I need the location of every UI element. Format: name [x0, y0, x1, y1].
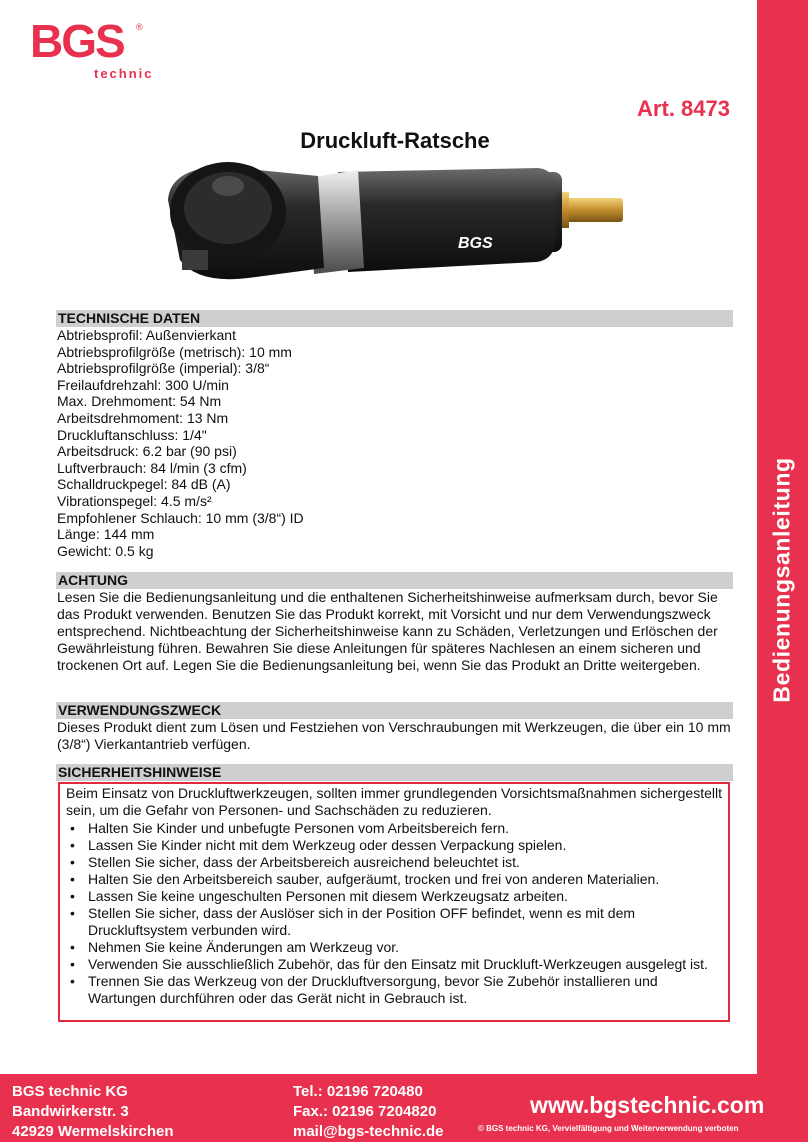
bullet-glyph: • [70, 905, 75, 921]
footer-tel: Tel.: 02196 720480 [293, 1083, 423, 1100]
spec-line: Empfohlener Schlauch: 10 mm (3/8“) ID [57, 509, 304, 526]
bullet-glyph: • [70, 888, 75, 904]
list-item-text: Halten Sie Kinder und unbefugte Personen vom Arbeitsbereich fern. [88, 820, 510, 836]
tech-specs [57, 327, 304, 559]
list-item-text: Stellen Sie sicher, dass der Auslöser sich in der Position OFF befindet, wenn es mit dem Druckluftsystem verbunden wird. [88, 905, 636, 938]
footer-copyright: © BGS technic KG, Vervielfältigung und Weiterverwendung verboten [478, 1124, 739, 1133]
bullet-glyph: • [70, 973, 75, 989]
list-item [66, 939, 726, 956]
bullet-glyph: • [70, 939, 75, 955]
list-item [66, 871, 726, 888]
list-item-text: Halten Sie den Arbeitsbereich sauber, aufgeräumt, trocken und frei von anderen Materialien. [88, 871, 660, 887]
logo-registered: ® [136, 22, 143, 32]
list-item-text: Lassen Sie Kinder nicht mit dem Werkzeug oder dessen Verpackung spielen. [88, 837, 567, 853]
bullet-glyph: • [70, 837, 75, 853]
list-item-text: Lassen Sie keine ungeschulten Personen mit diesem Werkzeugsatz arbeiten. [88, 888, 568, 904]
footer-website-link[interactable]: www.bgstechnic.com [530, 1092, 765, 1118]
footer-city: 42929 Wermelskirchen [12, 1123, 174, 1140]
bullet-glyph: • [70, 871, 75, 887]
list-item [66, 820, 726, 837]
footer [0, 1074, 808, 1142]
spec-line: Luftverbrauch: 84 l/min (3 cfm) [57, 459, 247, 476]
list-item [66, 837, 726, 854]
spec-line: Freilaufdrehzahl: 300 U/min [57, 376, 229, 393]
sidebar-title: Bedienungsanleitung [768, 457, 795, 703]
spec-line: Schalldruckpegel: 84 dB (A) [57, 476, 231, 493]
spec-line: Arbeitsdrehmoment: 13 Nm [57, 409, 229, 426]
sicherheit-heading: SICHERHEITSHINWEISE [56, 764, 733, 781]
product-logo: BGS [458, 235, 493, 252]
footer-street: Bandwirkerstr. 3 [12, 1103, 129, 1120]
footer-contact [293, 1082, 444, 1142]
list-item-text: Stellen Sie sicher, dass der Arbeitsbereich ausreichend beleuchtet ist. [88, 854, 520, 870]
logo-subtitle: technic [94, 66, 154, 81]
achtung-heading: ACHTUNG [56, 572, 733, 589]
spec-line: Gewicht: 0.5 kg [57, 542, 154, 559]
bullet-glyph: • [70, 854, 75, 870]
list-item-text: Trennen Sie das Werkzeug von der Druckluftversorgung, bevor Sie Zubehör installieren und Wartungen durchführen oder das Gerät nicht in Gebrauch ist. [88, 973, 658, 1006]
product-image [158, 150, 628, 300]
list-item [66, 973, 726, 1007]
list-item-text: Verwenden Sie ausschließlich Zubehör, das für den Einsatz mit Druckluft-Werkzeugen ausgelegt ist. [88, 956, 708, 972]
bullet-glyph: • [70, 820, 75, 836]
spec-line: Max. Drehmoment: 54 Nm [57, 393, 222, 410]
list-item [66, 854, 726, 871]
spec-line: Druckluftanschluss: 1/4" [57, 426, 207, 443]
list-item [66, 956, 726, 973]
spec-line: Arbeitsdruck: 6.2 bar (90 psi) [57, 443, 237, 460]
safety-intro: Beim Einsatz von Druckluftwerkzeugen, sollten immer grundlegenden Vorsichtsmaßnahmen sichergestellt sein, um die Gefahr von Personen- und Sachschäden zu reduzieren. [66, 785, 722, 818]
spec-line: Abtriebsprofil: Außenvierkant [57, 327, 236, 343]
logo-wordmark: BGS [30, 15, 124, 67]
footer-company: BGS technic KG [12, 1083, 128, 1100]
list-item [66, 888, 726, 905]
footer-fax: Fax.: 02196 7204820 [293, 1103, 437, 1120]
achtung-text: Lesen Sie die Bedienungsanleitung und die enthaltenen Sicherheitshinweise aufmerksam durch, bevor Sie das Produkt verwenden. Benutzen Sie das Produkt korrekt, mit Vorsicht und nur dem Verwendungszweck entsprechend. Nichtbeachtung der Sicherheitshinweise kann zu Schäden, Verletzungen und Erlöschen der Gewährleistung führen. Bewahren Sie diese Anleitungen für späteres Nachlesen an einem sicheren und trockenen Ort auf. Legen Sie die Bedienungsanleitung bei, wenn Sie das Produkt an Dritte weitergeben. [57, 589, 718, 673]
footer-mail-link[interactable]: mail@bgs-technic.de [293, 1123, 444, 1140]
tech-heading: TECHNISCHE DATEN [56, 310, 733, 327]
zweck-text: Dieses Produkt dient zum Lösen und Festziehen von Verschraubungen mit Werkzeugen, die über ein 10 mm (3/8“) Vierkantantrieb verfügen. [57, 719, 731, 752]
zweck-heading: VERWENDUNGSZWECK [56, 702, 733, 719]
page-title: Druckluft-Ratsche [300, 128, 490, 153]
footer-address [12, 1082, 174, 1142]
spec-line: Abtriebsprofilgröße (imperial): 3/8“ [57, 360, 270, 377]
list-item-text: Nehmen Sie keine Änderungen am Werkzeug vor. [88, 939, 400, 955]
bullet-glyph: • [70, 956, 75, 972]
spec-line: Abtriebsprofilgröße (metrisch): 10 mm [57, 343, 292, 360]
list-item [66, 905, 726, 939]
article-number: Art. 8473 [637, 96, 730, 121]
safety-list [66, 820, 726, 1007]
spec-line: Länge: 144 mm [57, 526, 155, 543]
spec-line: Vibrationspegel: 4.5 m/s² [57, 492, 212, 509]
